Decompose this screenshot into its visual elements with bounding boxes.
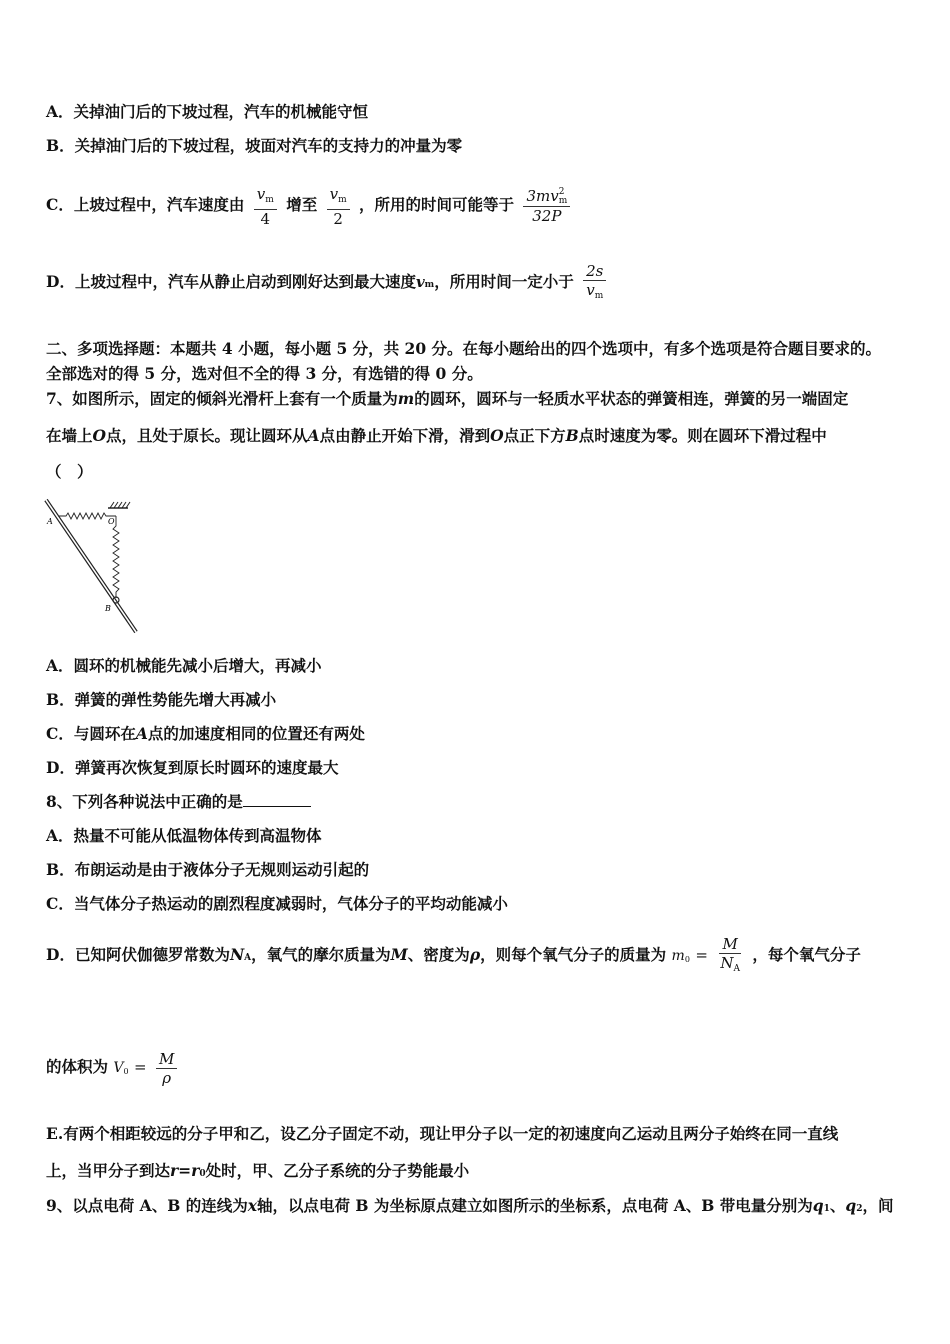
q7-stem-line2 xyxy=(46,426,827,446)
q9-text: ，间 xyxy=(862,1196,894,1215)
q7-option-a: A．圆环的机械能先减小后增大，再减小 xyxy=(46,656,322,675)
var-m: m xyxy=(397,389,415,408)
frac-num: M xyxy=(156,1050,177,1069)
q7-option-b: B．弹簧的弹性势能先增大再减小 xyxy=(46,690,277,709)
q7-text: 点，且处于原长。现让圆环从 xyxy=(106,426,308,445)
q1-sub: 1 xyxy=(823,1204,830,1214)
q8-e-text: 处时，甲、乙分子系统的分子势能最小 xyxy=(205,1161,470,1180)
frac-num: M xyxy=(719,935,740,954)
v0: V xyxy=(113,1060,124,1076)
section2-line1: 二、多项选择题：本题共 4 小题，每小题 5 分，共 20 分。在每小题给出的四个选项中，有多个选项是符合题目要求的。 xyxy=(46,339,882,358)
q2-sub: 2 xyxy=(856,1204,863,1214)
q7-text: 7、如图所示，固定的倾斜光滑杆上套有一个质量为 xyxy=(46,389,398,408)
q8-d-text: 的体积为 xyxy=(46,1057,109,1076)
q8-stem xyxy=(46,792,311,812)
var-a: A xyxy=(307,426,320,445)
var-o: O xyxy=(92,426,107,445)
q6-option-a: A．关掉油门后的下坡过程，汽车的机械能守恒 xyxy=(46,102,369,121)
var-x: x xyxy=(247,1196,257,1215)
var-na-sub: A xyxy=(244,953,252,963)
frac-den: ρ xyxy=(162,1068,172,1087)
q7-answer-paren: （ ） xyxy=(46,462,93,481)
equals: = xyxy=(134,1058,147,1076)
q8-d-text: ，每个氧气分子 xyxy=(752,945,861,964)
fraction-m-over-rho xyxy=(156,1050,177,1087)
q7-text: 点正下方 xyxy=(503,426,566,445)
var-q2: q xyxy=(845,1196,857,1215)
separator: 、 xyxy=(829,1196,846,1215)
label-b: B xyxy=(105,604,111,613)
fraction-3mvm2-over-32p xyxy=(523,187,570,225)
q7-c-text: 点的加速度相同的位置还有两处 xyxy=(147,724,365,743)
q7-text: 的圆环，圆环与一轻质水平状态的弹簧相连，弹簧的另一端固定 xyxy=(414,389,849,408)
q8-d-text: ，氧气的摩尔质量为 xyxy=(251,945,391,964)
frac-num-sub: m xyxy=(338,194,347,205)
q8-option-d-line2 xyxy=(46,1042,181,1097)
section2-line2: 全部选对的得 5 分，选对但不全的得 3 分，有选错的得 0 分。 xyxy=(46,364,483,383)
inclined-rod-inner xyxy=(46,500,136,632)
q7-c-text: C．与圆环在 xyxy=(46,724,136,743)
frac-den: 32P xyxy=(532,207,562,225)
label-o: O xyxy=(108,517,115,526)
var-rho: ρ xyxy=(469,945,481,964)
wall-hatch xyxy=(110,502,130,508)
q8-d-text: 、密度为 xyxy=(407,945,470,964)
r-eq-r0: r=r xyxy=(170,1161,200,1180)
var-q1: q xyxy=(812,1196,824,1215)
q6-c-mid: 增至 xyxy=(286,195,318,214)
frac-den: 2 xyxy=(333,209,343,228)
q9-text: 9、以点电荷 A、B 的连线为 xyxy=(46,1196,248,1215)
label-a: A xyxy=(47,517,53,526)
q8-option-e-line2 xyxy=(46,1161,469,1184)
q6-option-d xyxy=(46,256,610,311)
q8-option-d-line1 xyxy=(46,930,861,985)
fraction-m-over-na xyxy=(717,935,743,978)
q9-text: 轴，以点电荷 B 为坐标原点建立如图所示的坐标系，点电荷 A、B 带电量分别为 xyxy=(256,1196,813,1215)
q8-option-b: B．布朗运动是由于液体分子无规则运动引起的 xyxy=(46,860,370,879)
var-b: B xyxy=(565,426,579,445)
frac-num-sub: m xyxy=(265,194,274,205)
q6-option-b: B．关掉油门后的下坡过程，坡面对汽车的支持力的冲量为零 xyxy=(46,136,463,155)
q7-stem-line1 xyxy=(46,389,848,409)
frac-den-sub: A xyxy=(733,963,740,974)
spring-vertical xyxy=(113,516,119,598)
q8-option-c: C．当气体分子热运动的剧烈程度减弱时，气体分子的平均动能减小 xyxy=(46,894,508,913)
frac-den: 4 xyxy=(260,209,271,228)
fraction-2s-over-vm xyxy=(583,262,606,305)
m0: m xyxy=(671,948,685,964)
q7-text: 点由静止开始下滑，滑到 xyxy=(319,426,491,445)
q8-stem-text: 8、下列各种说法中正确的是 xyxy=(46,792,243,811)
vm-symbol: v xyxy=(415,273,425,291)
q8-d-text: ，则每个氧气分子的质量为 xyxy=(480,945,667,964)
vm-sub: m xyxy=(424,280,435,290)
v0-symbol xyxy=(113,1060,128,1076)
frac-den-sub: m xyxy=(594,290,604,301)
frac-den: v xyxy=(586,280,595,299)
frac-num: v xyxy=(329,184,339,203)
m0-sub: 0 xyxy=(684,955,690,964)
frac-num-sup: 2 xyxy=(558,187,565,197)
frac-num: 2s xyxy=(583,262,606,281)
var-m: M xyxy=(390,945,408,964)
frac-den: N xyxy=(720,953,734,972)
q7-text: 在墙上 xyxy=(46,426,93,445)
fraction-vm-over-4 xyxy=(254,185,277,228)
r0-sub: 0 xyxy=(199,1169,206,1179)
q7-option-c xyxy=(46,724,365,744)
q8-d-text: D．已知阿伏伽德罗常数为 xyxy=(46,945,230,964)
answer-blank xyxy=(243,792,311,807)
q8-option-e-line1: E.有两个相距较远的分子甲和乙，设乙分子固定不动，现让甲分子以一定的初速度向乙运动且两分子始终在同一直线 xyxy=(46,1124,839,1143)
frac-num-sub: m xyxy=(558,196,568,206)
equals: = xyxy=(695,946,708,964)
frac-num: 3mv xyxy=(526,187,559,205)
q6-d-text: D．上坡过程中，汽车从静止启动到刚好达到最大速度 xyxy=(46,272,416,291)
m0-symbol xyxy=(672,948,690,964)
v0-sub: 0 xyxy=(123,1067,129,1076)
q9-stem xyxy=(46,1196,894,1219)
fraction-vm-over-2 xyxy=(327,185,350,228)
q7-figure-incline-spring xyxy=(44,498,144,638)
q6-c-suffix: ，所用的时间可能等于 xyxy=(359,195,515,214)
var-na: N xyxy=(229,945,245,964)
q8-option-a: A．热量不可能从低温物体传到高温物体 xyxy=(46,826,322,845)
var-o: O xyxy=(490,426,504,445)
q7-option-d: D．弹簧再次恢复到原长时圆环的速度最大 xyxy=(46,758,339,777)
var-a: A xyxy=(135,724,148,743)
q6-option-c xyxy=(46,180,574,230)
q7-text: 点时速度为零。则在圆环下滑过程中 xyxy=(578,426,827,445)
frac-num: v xyxy=(256,184,266,203)
q6-c-text: C．上坡过程中，汽车速度由 xyxy=(46,195,245,214)
q8-e-text: 上，当甲分子到达 xyxy=(46,1161,171,1180)
q6-d-suffix: ，所用时间一定小于 xyxy=(434,272,574,291)
